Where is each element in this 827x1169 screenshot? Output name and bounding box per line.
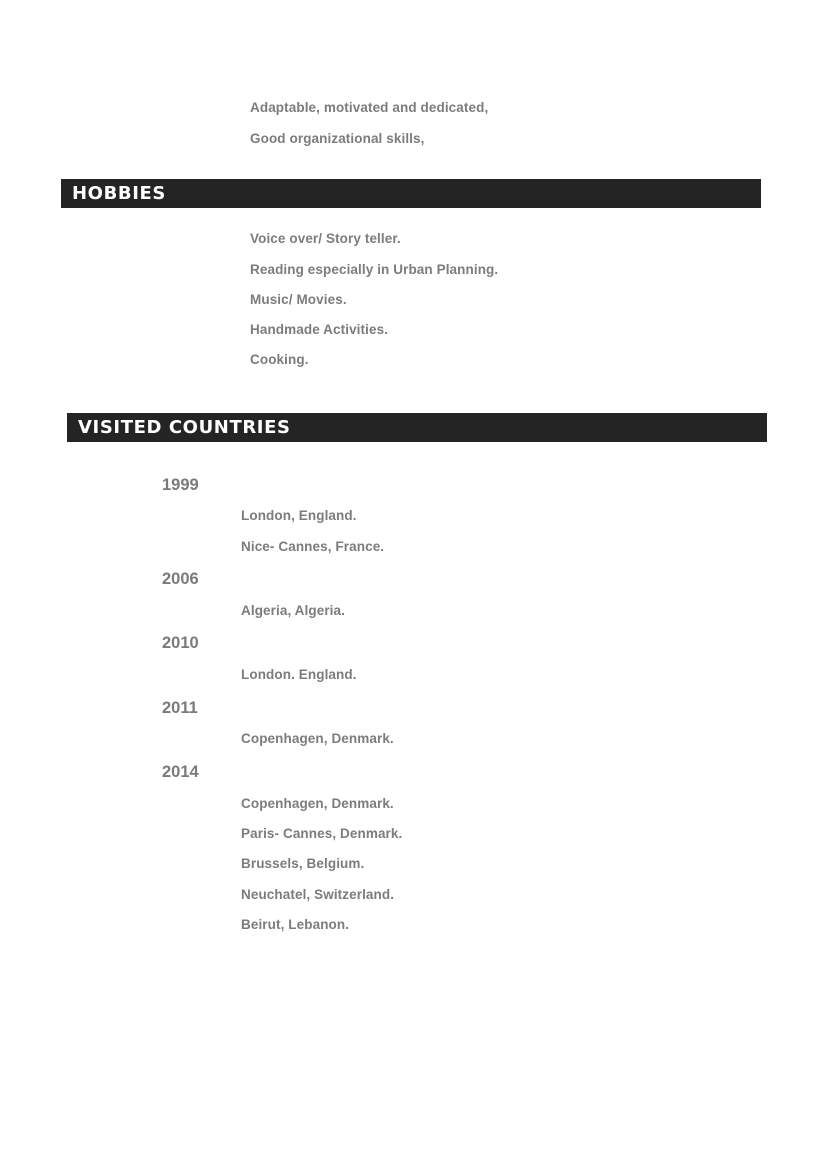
year-label: 2011 [162, 699, 198, 717]
skill-item: Adaptable, motivated and dedicated, [250, 100, 489, 115]
visited-place: Paris- Cannes, Denmark. [241, 826, 403, 841]
hobbies-heading: HOBBIES [61, 179, 761, 208]
year-label: 2014 [162, 763, 199, 781]
visited-place: Brussels, Belgium. [241, 856, 365, 871]
visited-place: Nice- Cannes, France. [241, 539, 385, 554]
hobby-item: Voice over/ Story teller. [250, 231, 401, 246]
year-label: 2006 [162, 570, 199, 588]
hobby-item: Cooking. [250, 352, 309, 367]
visited-place: Neuchatel, Switzerland. [241, 887, 395, 902]
hobby-item: Reading especially in Urban Planning. [250, 262, 499, 277]
hobby-item: Handmade Activities. [250, 322, 389, 337]
visited-place: London. England. [241, 667, 357, 682]
visited-place: Beirut, Lebanon. [241, 917, 350, 932]
visited-place: Copenhagen, Denmark. [241, 731, 394, 746]
visited-place: Algeria, Algeria. [241, 603, 345, 618]
visited-countries-heading: VISITED COUNTRIES [67, 413, 767, 442]
year-label: 2010 [162, 634, 199, 652]
hobby-item: Music/ Movies. [250, 292, 347, 307]
skill-item: Good organizational skills, [250, 131, 425, 146]
year-label: 1999 [162, 476, 199, 494]
visited-place: Copenhagen, Denmark. [241, 796, 394, 811]
visited-place: London, England. [241, 508, 357, 523]
